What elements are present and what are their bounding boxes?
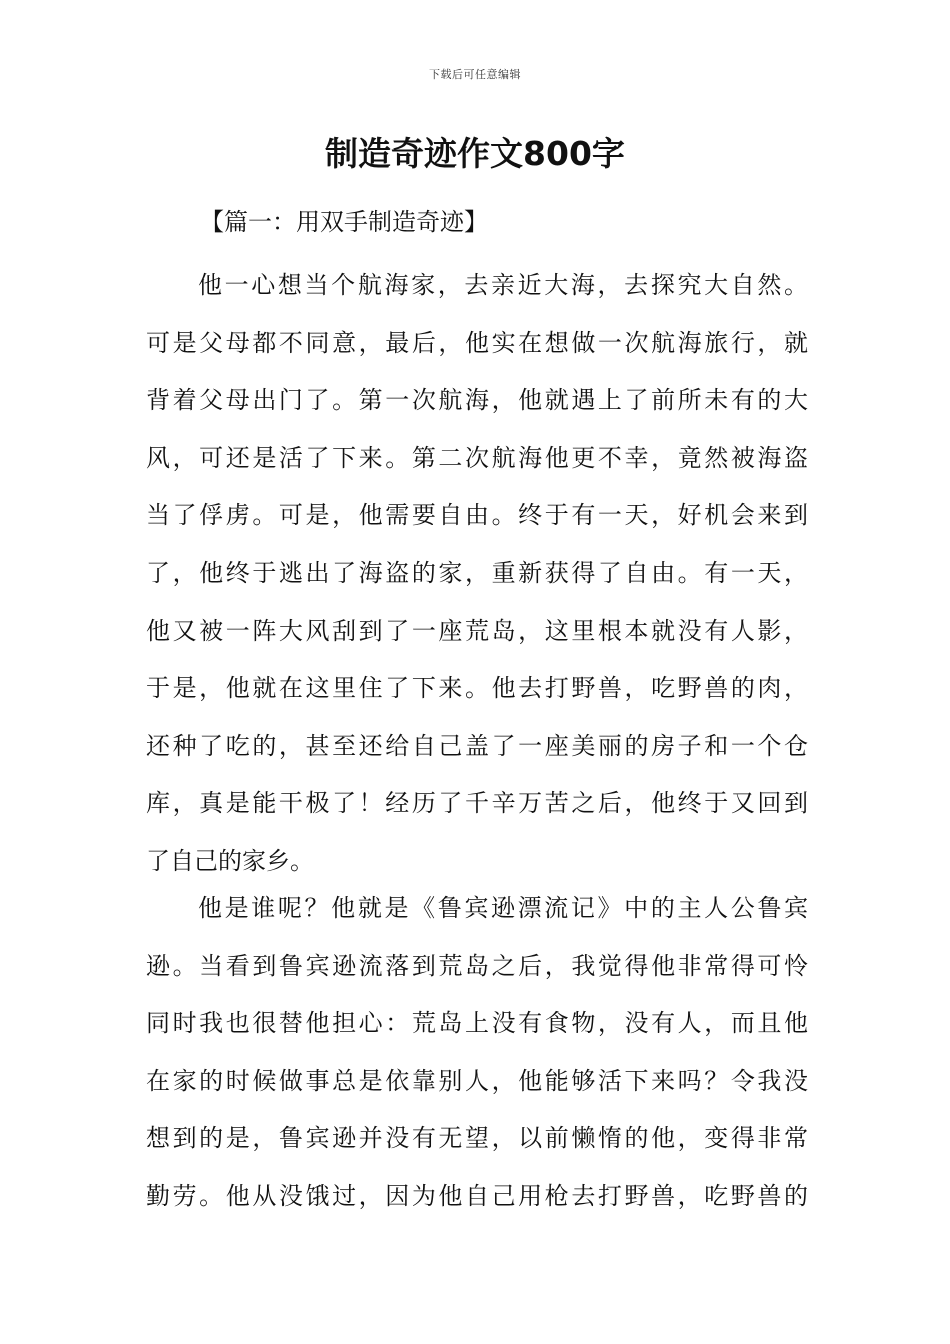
- header-note: 下载后可任意编辑: [429, 68, 521, 81]
- paragraph-line: 逊。当看到鲁宾逊流落到荒岛之后，我觉得他非常得可怜: [146, 951, 808, 980]
- paragraph-line: 了自己的家乡。: [146, 846, 314, 875]
- paragraph-line: 他是谁呢？他就是《鲁宾逊漂流记》中的主人公鲁宾: [198, 894, 808, 922]
- paragraph-line: 在家的时候做事总是依靠别人，他能够活下来吗？令我没: [146, 1066, 808, 1095]
- paragraph-line: 同时我也很替他担心：荒岛上没有食物，没有人，而且他: [146, 1009, 808, 1038]
- section-heading: 【篇一：用双手制造奇迹】: [200, 208, 488, 236]
- paragraph-line: 他又被一阵大风刮到了一座荒岛，这里根本就没有人影，: [146, 616, 808, 645]
- paragraph-line: 想到的是，鲁宾逊并没有无望，以前懒惰的他，变得非常: [146, 1124, 808, 1153]
- paragraph-1: [146, 257, 808, 891]
- paragraph-line: 当了俘虏。可是，他需要自由。终于有一天，好机会来到: [146, 501, 808, 530]
- paragraph-line: 勤劳。他从没饿过，因为他自己用枪去打野兽，吃野兽的: [146, 1181, 808, 1210]
- paragraph-2: [146, 880, 808, 1226]
- document-title: 制造奇迹作文800字: [325, 134, 625, 173]
- paragraph-line: 还种了吃的，甚至还给自己盖了一座美丽的房子和一个仓: [146, 731, 808, 760]
- paragraph-line: 风，可还是活了下来。第二次航海他更不幸，竟然被海盗: [146, 443, 808, 472]
- paragraph-line: 可是父母都不同意，最后，他实在想做一次航海旅行，就: [146, 328, 808, 357]
- paragraph-line: 于是，他就在这里住了下来。他去打野兽，吃野兽的肉，: [146, 674, 808, 703]
- paragraph-line: 背着父母出门了。第一次航海，他就遇上了前所未有的大: [146, 386, 808, 415]
- paragraph-line: 他一心想当个航海家，去亲近大海，去探究大自然。: [198, 271, 808, 299]
- paragraph-line: 了，他终于逃出了海盗的家，重新获得了自由。有一天，: [146, 558, 808, 587]
- paragraph-line: 库，真是能干极了！经历了千辛万苦之后，他终于又回到: [146, 789, 808, 818]
